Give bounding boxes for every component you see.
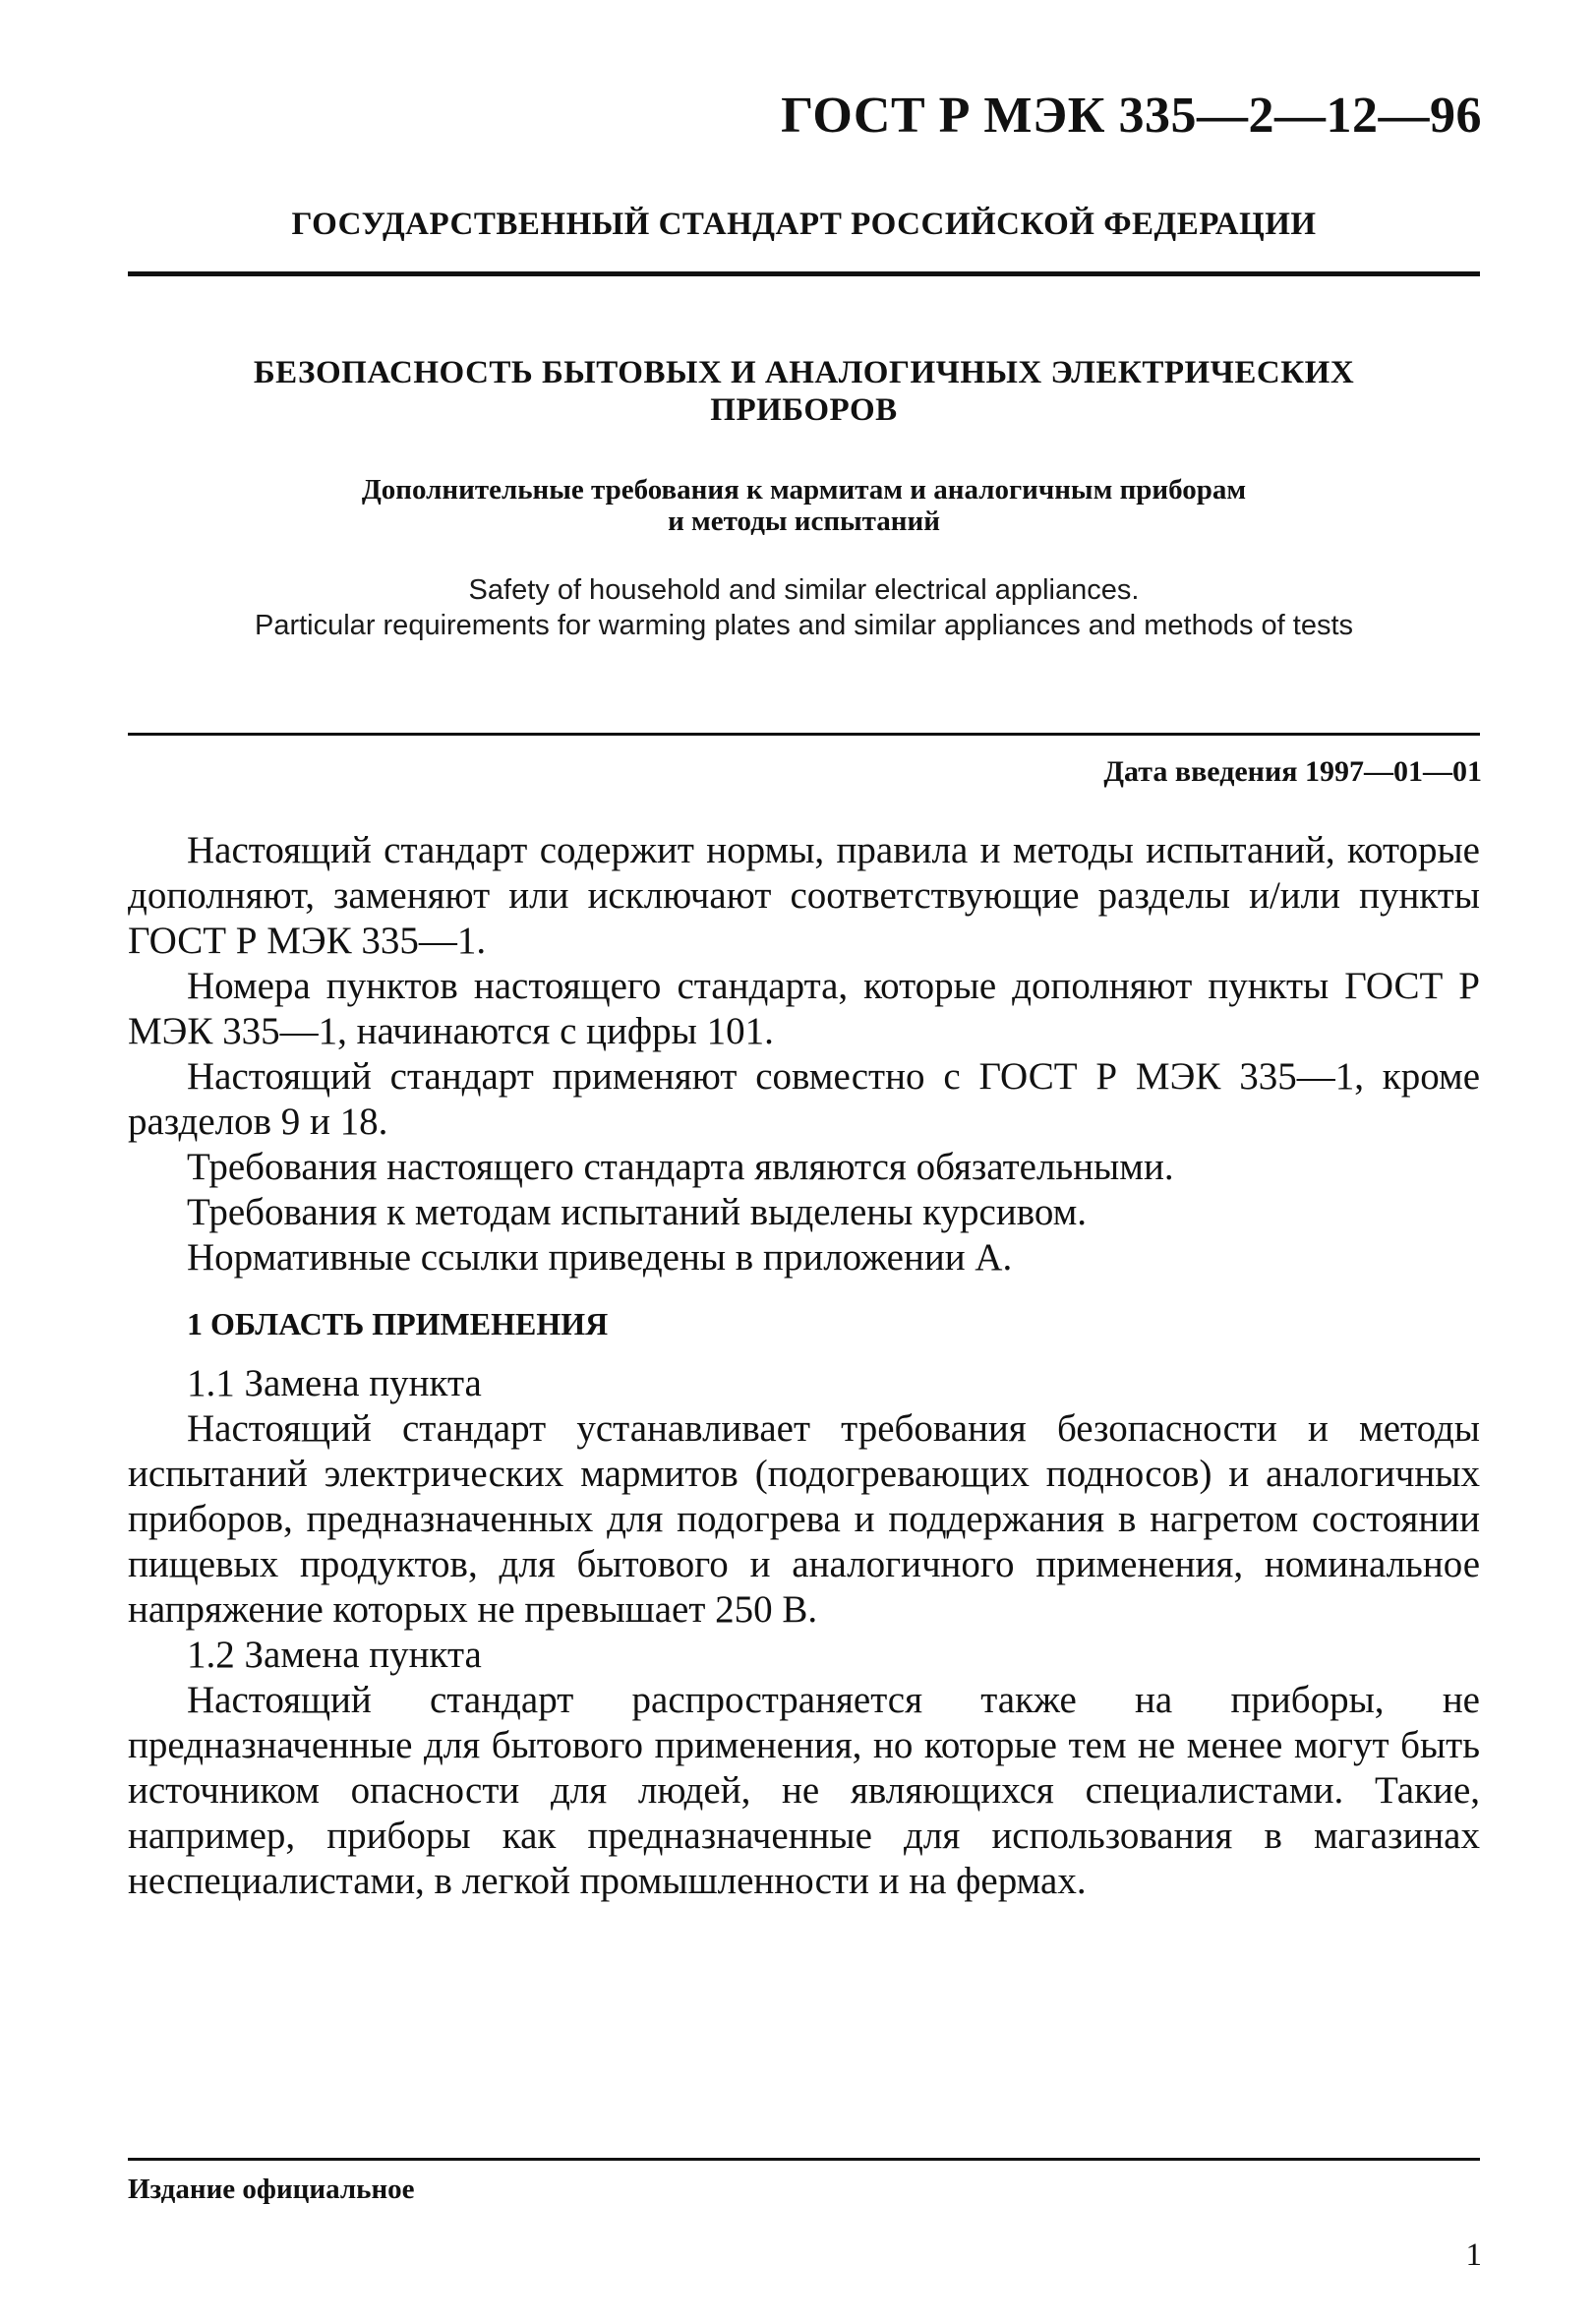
paragraph-italic-note: Требования к методам испытаний выделены курсивом. [187,1191,1088,1233]
header-divider [128,271,1480,276]
page-number: 1 [1465,2237,1482,2273]
section-1-title: 1 ОБЛАСТЬ ПРИМЕНЕНИЯ [187,1306,609,1341]
english-title-line-1: Safety of household and similar electrical appliances. [468,574,1140,606]
body-text [128,828,1480,1904]
document-number: ГОСТ Р МЭК 335—2—12—96 [781,88,1482,144]
paragraph-scope-intro: Настоящий стандарт содержит нормы, правила и методы испытаний, которые дополняют, заменяют или исключают соответствующие разделы и/или пункты ГОСТ Р МЭК 335—1. [128,829,1480,962]
subtitle-line-2: и методы испытаний [668,506,940,537]
paragraph-joint-use: Настоящий стандарт применяют совместно с ГОСТ Р МЭК 335—1, кроме разделов 9 и 18. [128,1055,1480,1143]
footer-divider [128,2158,1480,2161]
clause-1-1-text: Настоящий стандарт устанавливает требования безопасности и методы испытаний электрических мармитов (подогревающих подносов) и аналогичных приборов, предназначенных для подогрева и поддержания в нагретом состоянии пищевых продуктов, для бытового и аналогичного применения, номинальное напряжение которых не превышает 250 В. [128,1407,1480,1631]
paragraph-numbering: Номера пунктов настоящего стандарта, которые дополняют пункты ГОСТ Р МЭК 335—1, начинаются с цифры 101. [128,965,1480,1052]
title-divider [128,733,1480,736]
state-standard-heading: ГОСУДАРСТВЕННЫЙ СТАНДАРТ РОССИЙСКОЙ ФЕДЕРАЦИИ [291,207,1317,242]
clause-1-2-text: Настоящий стандарт распространяется также на приборы, не предназначенные для бытового применения, но которые тем не менее могут быть источником опасности для людей, не являющихся специалистами. Такие, например, приборы как предназначенные для использования в магазинах неспециалистами, в легкой промышленности и на фермах. [128,1679,1480,1902]
main-title-line-2: ПРИБОРОВ [710,392,898,428]
clause-1-2-heading: 1.2 Замена пункта [187,1634,482,1676]
subtitle-line-1: Дополнительные требования к мармитам и аналогичным приборам [361,474,1247,506]
english-title [128,572,1480,643]
introduction-date: Дата введения 1997—01—01 [1103,755,1482,788]
paragraph-mandatory: Требования настоящего стандарта являются обязательными. [187,1146,1174,1188]
main-title-line-1: БЕЗОПАСНОСТЬ БЫТОВЫХ И АНАЛОГИЧНЫХ ЭЛЕКТРИЧЕСКИХ [253,355,1355,390]
title-block [128,354,1480,643]
clause-1-1-heading: 1.1 Замена пункта [187,1362,482,1404]
english-title-line-2: Particular requirements for warming plates and similar appliances and methods of tests [254,610,1354,641]
main-title [128,354,1480,429]
subtitle [128,474,1480,537]
paragraph-references: Нормативные ссылки приведены в приложении А. [187,1236,1013,1279]
edition-label: Издание официальное [128,2174,415,2205]
